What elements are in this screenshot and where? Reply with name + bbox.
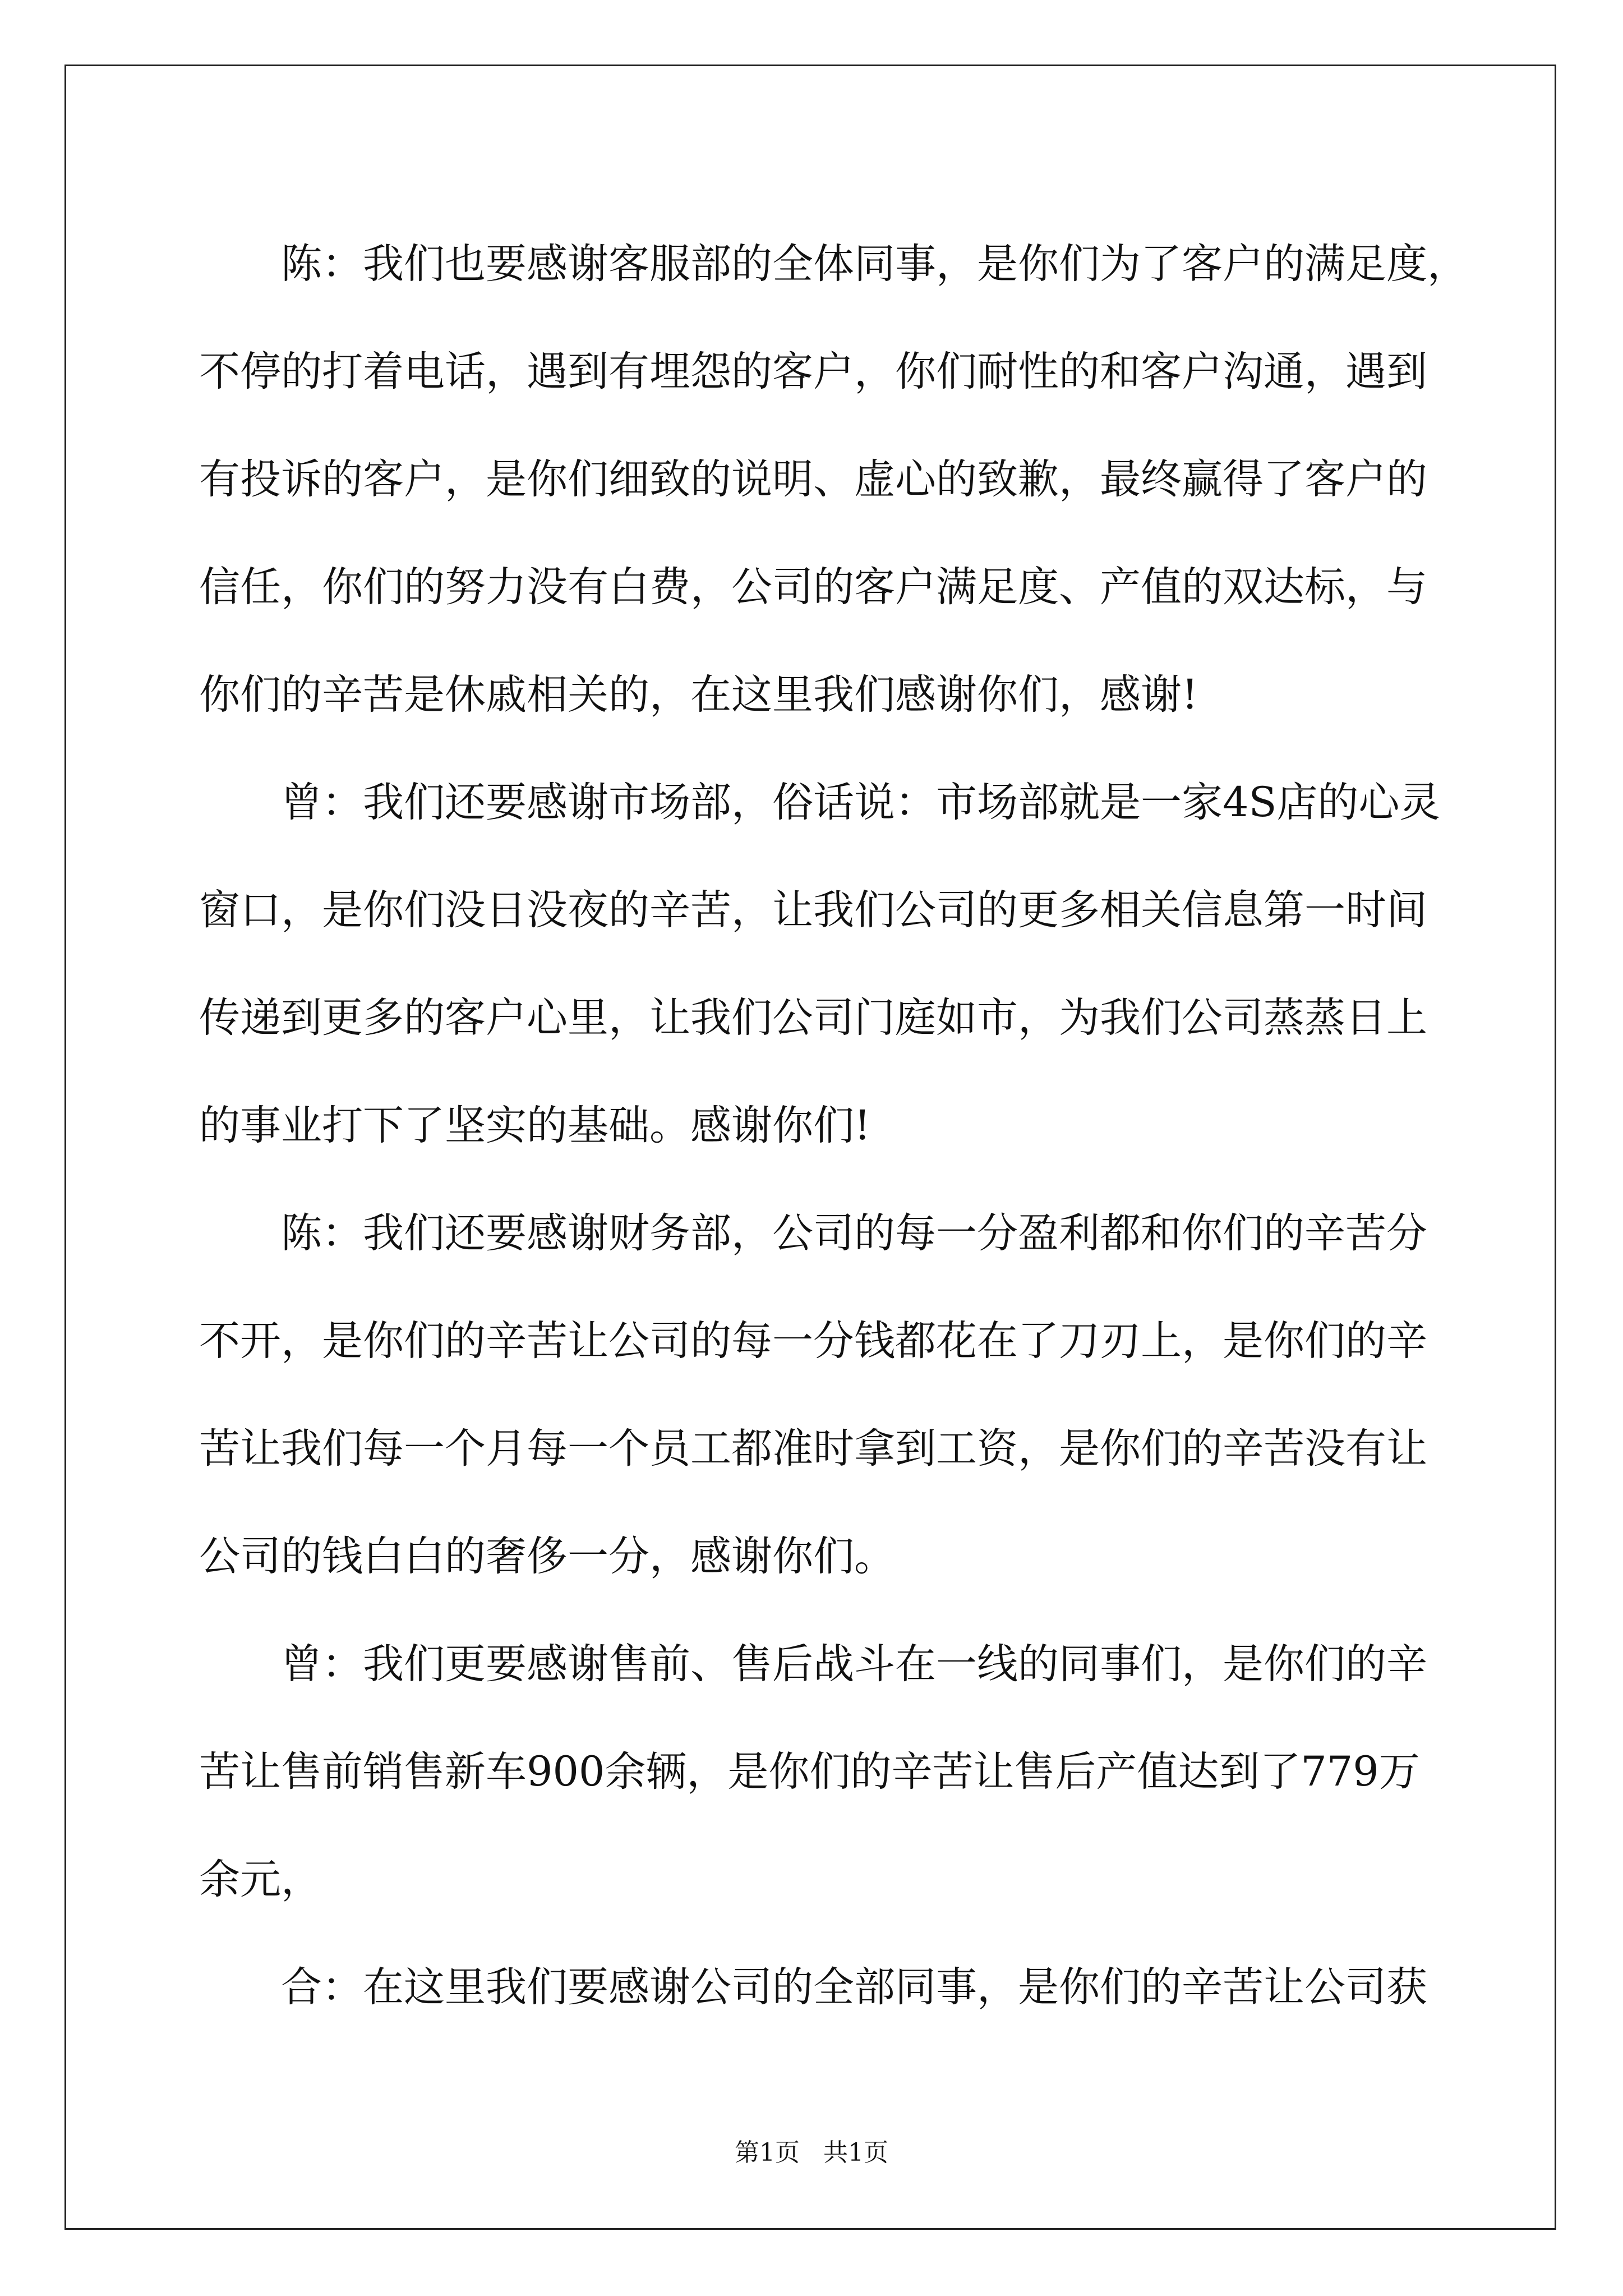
paragraph-line: 不开，是你们的辛苦让公司的每一分钱都花在了刀刃上，是你们的辛 — [199, 1317, 1427, 1365]
paragraph-line: 传递到更多的客户心里，让我们公司门庭如市，为我们公司蒸蒸日上 — [199, 994, 1427, 1042]
paragraph-line: 信任，你们的努力没有白费，公司的客户满足度、产值的双达标，与 — [199, 563, 1427, 611]
paragraph-line: 窗口，是你们没日没夜的辛苦，让我们公司的更多相关信息第一时间 — [199, 886, 1427, 934]
paragraph-line: 不停的打着电话，遇到有埋怨的客户，你们耐性的和客户沟通，遇到 — [199, 348, 1427, 395]
paragraph-line: 合：在这里我们要感谢公司的全部同事，是你们的辛苦让公司获 — [281, 1963, 1427, 2011]
paragraph-line: 苦让我们每一个月每一个员工都准时拿到工资，是你们的辛苦没有让 — [199, 1425, 1427, 1473]
paragraph-line: 公司的钱白白的奢侈一分，感谢你们。 — [199, 1533, 895, 1580]
page-number-current: 第1页 — [735, 2138, 800, 2167]
paragraph-line: 余元， — [199, 1856, 322, 1903]
paragraph-line: 陈：我们还要感谢财务部，公司的每一分盈利都和你们的辛苦分 — [281, 1209, 1427, 1257]
paragraph-line: 陈：我们也要感谢客服部的全体同事，是你们为了客户的满足度， — [281, 240, 1468, 288]
document-body — [199, 210, 1468, 2041]
paragraph-line: 曾：我们更要感谢售前、售后战斗在一线的同事们，是你们的辛 — [281, 1640, 1427, 1688]
paragraph-line: 曾：我们还要感谢市场部，俗话说：市场部就是一家4S店的心灵 — [281, 779, 1441, 826]
page-number-total: 共1页 — [823, 2138, 888, 2167]
paragraph-line: 你们的辛苦是休戚相关的，在这里我们感谢你们，感谢! — [199, 671, 1198, 719]
paragraph-line: 苦让售前销售新车900余辆，是你们的辛苦让售后产值达到了779万 — [199, 1748, 1420, 1796]
page-footer — [0, 2136, 1623, 2170]
paragraph-line: 的事业打下了坚实的基础。感谢你们! — [199, 1102, 871, 1149]
paragraph-line: 有投诉的客户，是你们细致的说明、虚心的致歉，最终赢得了客户的 — [199, 455, 1427, 503]
